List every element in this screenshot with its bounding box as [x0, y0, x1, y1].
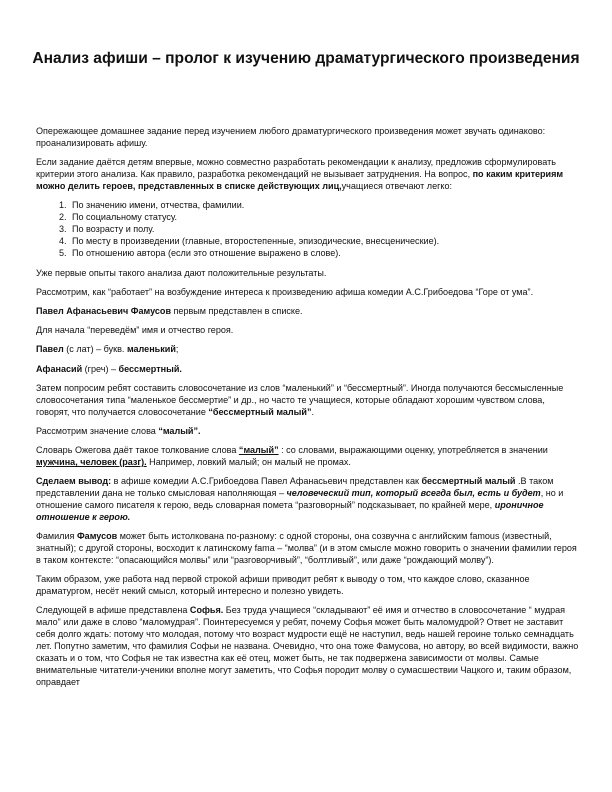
text-span: Словарь Ожегова даёт такое толкование слова	[36, 445, 239, 456]
example-intro-paragraph: Рассмотрим, как “работает” на возбуждение интереса к произведению афиша комедии А.С.Грибоедова “Горе от ума”.	[36, 286, 534, 297]
famusov-paragraph	[36, 306, 580, 318]
conclusion-label: Сделаем вывод:	[36, 476, 112, 487]
conclusion-paragraph	[36, 476, 580, 524]
criteria-list	[36, 200, 580, 260]
list-item: 4. По месту в произведении (главные, второстепенные, эпизодические, внесценические).	[69, 236, 580, 248]
text-span: , но и отношение самого писателя к герою, ведь словарная помета “разговорный” подсказывает, по крайней мере,	[36, 488, 564, 511]
key-phrase: бессмертный малый	[421, 476, 516, 487]
sofya-paragraph	[36, 605, 580, 688]
list-item: 1. По значению имени, отчества, фамилии.	[69, 200, 580, 212]
summary-paragraph: Таким образом, уже работа над первой строкой афиши приводит ребят к выводу о том, что каждое слово, сказанное драматургом, несёт некий смысл, который интересно и полезно увидеть.	[36, 574, 530, 597]
text-span: Например, ловкий малый; он малый не промах.	[146, 457, 351, 467]
surname-paragraph	[36, 531, 580, 567]
key-phrase: “бессмертный малый”	[208, 406, 312, 417]
pavel-paragraph	[36, 344, 580, 356]
bold-question: по каким критериям можно делить героев, представленных в списке действующих лиц,	[36, 169, 564, 191]
list-item: 2. По социальному статусу.	[69, 212, 580, 224]
phrase-paragraph	[36, 383, 580, 419]
list-item: 5. По отношению автора (если это отношение выражено в слове).	[69, 248, 580, 260]
list-item: 3. По возрасту и полу.	[69, 224, 580, 236]
criteria-question-paragraph	[36, 157, 580, 193]
results-paragraph: Уже первые опыты такого анализа дают положительные результаты.	[36, 267, 327, 278]
definition: мужчина, человек (разг).	[36, 457, 147, 467]
text-span: Затем попросим ребят составить словосочетание из слов “маленький” и “бессмертный”. Иногда получаются бессмысленные словосочетания типа “маленькое бессмертие” и др., но часто те учащиеся, которые обладают хорошим чувством слова, говорят, что получается словосочетание	[36, 382, 564, 417]
key-word: “малый”.	[158, 425, 201, 436]
text-span: первым представлен в списке.	[171, 306, 303, 317]
surname: Фамусов	[76, 531, 118, 542]
text-span: учащиеся отвечают легко:	[341, 180, 453, 191]
text-span: Если задание даётся детям впервые, можно совместно разработать рекомендации к анализу, предложив сформулировать критерии этого анализа. Как правило, разработка рекомендаций не вызывает затруднения. На вопрос,	[36, 157, 556, 180]
dictionary-paragraph	[36, 445, 580, 469]
meaning-term: маленький	[126, 344, 176, 355]
hero-name: Софья.	[189, 605, 224, 616]
document-body	[36, 126, 580, 696]
hero-name: Павел Афанасьевич Фамусов	[36, 306, 172, 317]
translate-paragraph: Для начала “переведём” имя и отчество героя.	[36, 325, 234, 336]
text-span: Без труда учащиеся “складывают” её имя и отчество в словосочетание “ мудрая мало” или даже в слово “маломудрая”. Поинтересуемся у ребят, почему Софья может быть маломудрой? Ответ не заставит себя долго ждать: потому что молодая, потому что возраст мудрости ещё не наступил, ведь нашей героине только семнадцать лет. Попутно заметим, что фамилия Софьи не названа. Очевидно, что она тоже Фамусова, но автору, во всей видимости, важно сказать и о том, что Софья не так известна как её отец, может быть, не так подвержена зависимости от молвы. Самые внимательные читатели-ученики вполне могут заметить, что Софья породит молву о сумасшествии Чацкого и, таким образом, оправдает	[36, 605, 579, 687]
text-span: .	[311, 406, 314, 417]
document-title: Анализ афиши – пролог к изучению драматургического произведения	[32, 50, 580, 67]
text-span: (с лат) – букв.	[63, 344, 127, 355]
text-span: : со словами, выражающими оценку, употребляется в значении	[278, 445, 548, 456]
meaning-term: бессмертный.	[118, 363, 182, 374]
afanasy-paragraph	[36, 364, 580, 376]
name-term: Павел	[36, 344, 64, 355]
text-span: (греч) –	[82, 363, 119, 374]
text-span: .В таком представлении дана не только смысловая наполняющая –	[36, 476, 554, 499]
maly-paragraph	[36, 426, 580, 438]
text-span: Рассмотрим значение слова	[36, 425, 159, 436]
name-term: Афанасий	[36, 363, 83, 374]
emphasis: человеческий тип, который всегда был, есть и будет	[286, 488, 541, 499]
emphasis: ироничное отношение к герою.	[36, 500, 544, 522]
key-word: “малый”	[238, 445, 279, 456]
text-span: в афише комедии А.С.Грибоедова Павел Афанасьевич представлен как	[111, 476, 422, 487]
intro-paragraph: Опережающее домашнее задание перед изучением любого драматургического произведения может звучать одинаково: проанализировать афишу.	[36, 126, 546, 148]
text-span: ;	[175, 344, 179, 355]
text-span: Следующей в афише представлена	[36, 605, 190, 616]
text-span: может быть истолкована по-разному: с одной стороны, она созвучна с английским famous (известный, знатный); с другой стороны, восходит к латинскому fama – “молва” (и в этом смысле можно говорить о значении фамилии героя в таком контексте: “опасающийся молвы” или “разговорчивый”, “болтливый”, или даже “рождающий молву”).	[36, 531, 577, 565]
text-span: Фамилия	[36, 531, 77, 542]
